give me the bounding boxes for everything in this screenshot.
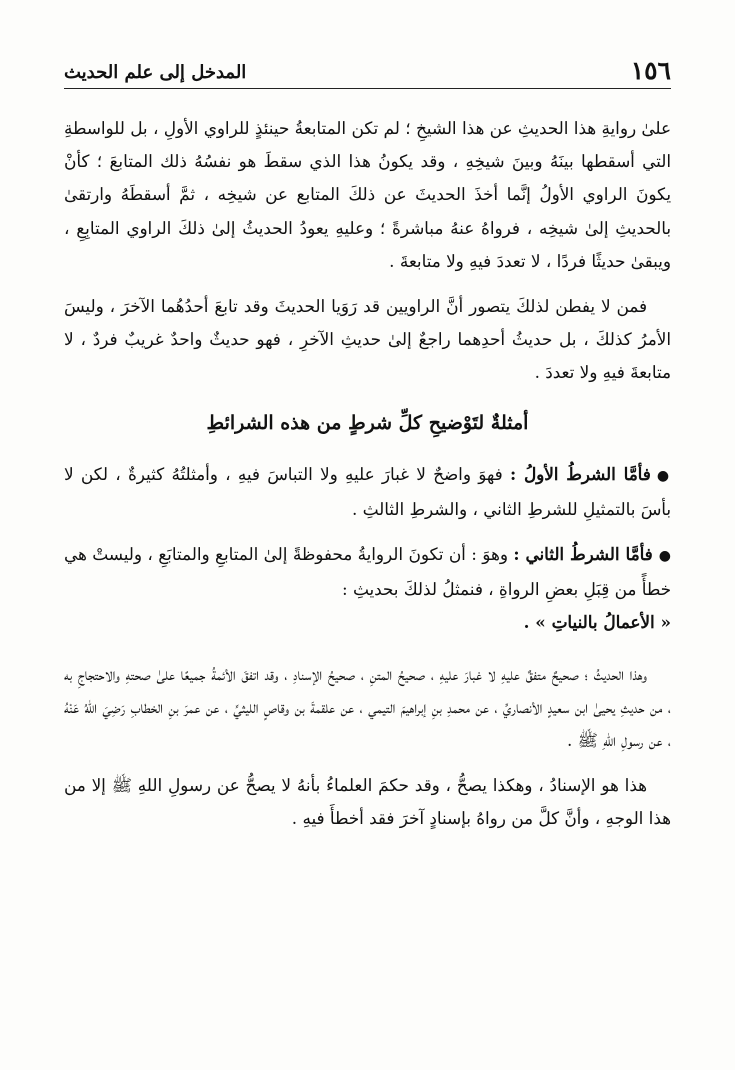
bullet-2-text: وهوَ : أن تكونَ الروايةُ محفوظةً إلىٰ المتابعِ والمتابَعِ ، وليستْ هي خطأً من قِبَلِ بعضِ الرواةِ ، فنمثلُ لذلكَ بحديثِ :	[64, 544, 671, 600]
bullet-1-lead: فأمَّا الشرطُ الأولُ :	[509, 463, 651, 484]
bullet-condition-2	[64, 538, 671, 640]
bullet-1-text: فهوَ واضحٌ لا غبارَ عليهِ ولا التباسَ فيهِ ، وأمثلتُهُ كثيرةٌ ، لكن لا بأسَ بالتمثيلِ للشرطِ الثاني ، والشرطِ الثالثِ .	[64, 463, 671, 519]
bullet-condition-1	[64, 458, 671, 526]
section-heading: أمثلةٌ لتَوْضيحِ كلِّ شرطٍ من هذه الشرائطِ	[206, 411, 529, 434]
paragraph-1: علىٰ روايةِ هذا الحديثِ عن هذا الشيخِ ؛ لم تكن المتابعةُ حينئذٍ للراوي الأولِ ، بل للواسطةِ التي أسقطها بينَهُ وبينَ شيخِهِ ، وقد يكونُ هذا الذي سقطَ هو نفسُهُ ذلك المتابعَ ؛ كأنْ يكونَ الراوي الأولُ إنَّما أخذَ الحديثَ عن ذلكَ المتابع عن شيخِه ، ثمَّ أسقطَهُ وارتقىٰ بالحديثِ إلىٰ شيخِه ، فرواهُ عنهُ مباشرةً ؛ وعليهِ يعودُ الحديثُ إلىٰ ذلكَ الراوي المتابِعِ ، ويبقىٰ حديثًا فردًا ، لا تعددَ فيهِ ولا متابعةَ .	[64, 118, 671, 271]
page-body	[64, 112, 671, 848]
page-number: ١٥٦	[630, 56, 671, 85]
running-title: المدخل إلى علم الحديث	[64, 62, 247, 83]
header-rule	[64, 88, 671, 89]
page-header	[64, 56, 671, 92]
paragraph-3: وهذا الحديثُ ؛ صحيحٌ متفقٌ عليهِ لا غبارَ عليهِ ، صحيحُ المتنِ ، صحيحُ الإسنادِ ، وقد اتفقَ الأئمةُ جميعًا علىٰ صحتهِ والاحتجاجِ به ، من حديثِ يحيىٰ ابن سعيدٍ الأنصاريِّ ، عن محمدِ بنِ إبراهيمَ التيمي ، عن علقمةَ بن وقاصٍ الليثيِّ ، عن عمرَ بنِ الخطابِ رَضِيَ اللهُ عَنْهُ ، عن رسولِ اللهِ ﷺ .	[64, 663, 671, 751]
paragraph-2: فمن لا يفطن لذلكَ يتصور أنَّ الراويين قد رَوَيا الحديثَ وقد تابعَ أحدُهُما الآخرَ ، وليسَ الأمرُ كذلكَ ، بل حديثُ أحدِهما راجعٌ إلىٰ حديثِ الآخرِ ، فهو حديثٌ واحدٌ غريبٌ فردٌ ، لا متابعةَ فيهِ ولا تعددَ .	[64, 296, 671, 383]
hadith-quote: « الأعمالُ بالنياتِ » .	[523, 612, 671, 633]
bullet-dot-icon: ●	[656, 467, 671, 484]
bullet-dot-icon: ●	[658, 548, 672, 565]
paragraph-4: هذا هو الإسنادُ ، وهكذا يصحُّ ، وقد حكمَ العلماءُ بأنهُ لا يصحُّ عن رسولِ اللهِ ﷺ إلا من هذا الوجهِ ، وأنَّ كلَّ من رواهُ بإسنادٍ آخرَ فقد أخطأَ فيهِ .	[64, 775, 671, 829]
bullet-2-lead: فأمَّا الشرطُ الثاني :	[513, 544, 653, 565]
